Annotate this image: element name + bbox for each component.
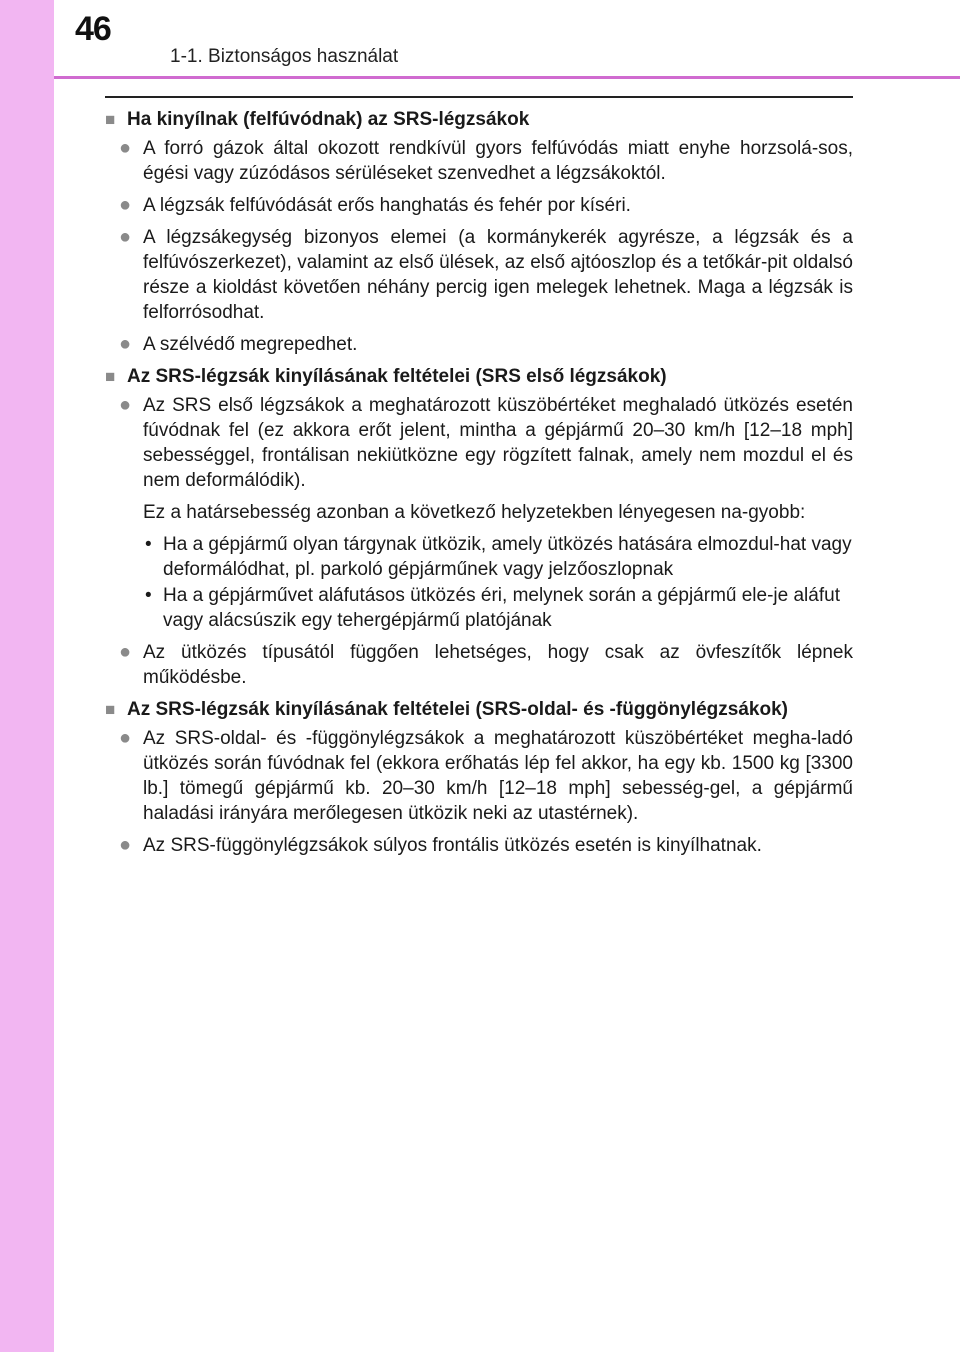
square-bullet-icon: ■ (105, 367, 116, 386)
paragraph: Ez a határsebesség azonban a következő helyzetekben lényegesen na-gyobb: (143, 502, 806, 523)
square-bullet-icon: ■ (105, 700, 116, 719)
circle-bullet-icon: ● (119, 394, 132, 416)
header-rule (54, 76, 960, 79)
list-item (105, 833, 853, 858)
page-number: 46 (75, 10, 111, 48)
section-title: 1-1. Biztonságos használat (170, 46, 399, 67)
circle-bullet-icon: ● (119, 226, 132, 248)
sub-list-item-text: Ha a gépjárművet aláfutásos ütközés éri, melynek során a gépjármű ele-je aláfut vagy alácsúszik egy tehergépjármű platójának (163, 585, 840, 631)
content-top-rule (105, 96, 853, 98)
circle-bullet-icon: ● (119, 333, 132, 355)
circle-bullet-icon: ● (119, 194, 132, 216)
heading-text: Ha kinyílnak (felfúvódnak) az SRS-légzsákok (127, 109, 530, 130)
sub-list-item (143, 532, 853, 582)
list-item-text: A légzsák felfúvódását erős hanghatás és fehér por kíséri. (143, 195, 631, 216)
list-item-text: Az SRS-függönylégzsákok súlyos frontális ütközés esetén is kinyílhatnak. (143, 835, 762, 856)
square-bullet-icon: ■ (105, 110, 116, 129)
list-item (105, 726, 853, 826)
side-color-strip (0, 0, 54, 1352)
list-item (105, 332, 853, 357)
heading-text: Az SRS-légzsák kinyílásának feltételei (SRS első légzsákok) (127, 366, 667, 387)
section-heading (105, 107, 853, 132)
circle-bullet-icon: ● (119, 834, 132, 856)
circle-bullet-icon: ● (119, 641, 132, 663)
list-item-text: Az SRS első légzsákok a meghatározott küszöbértéket meghaladó ütközés esetén fúvódnak fel (ez akkora erőt jelent, mintha a gépjármű 20–30 km/h [12–18 mph] sebességgel, frontálisan nekiütközne egy rögzített falnak, amely nem mozdul el és nem deformálódik). (143, 395, 853, 491)
circle-bullet-icon: ● (119, 727, 132, 749)
list-item-text: A szélvédő megrepedhet. (143, 334, 358, 355)
section-heading (105, 697, 853, 722)
list-item (105, 393, 853, 493)
sub-list-item-text: Ha a gépjármű olyan tárgynak ütközik, amely ütközés hatására elmozdul-hat vagy deformálódhat, pl. parkoló gépjárműnek vagy jelzőoszlopnak (163, 534, 852, 580)
list-item (105, 193, 853, 218)
list-item-text: Az ütközés típusától függően lehetséges, hogy csak az övfeszítők lépnek működésbe. (143, 642, 853, 688)
list-item-text: Az SRS-oldal- és -függönylégzsákok a meghatározott küszöbértéket megha-ladó ütközés során fúvódnak fel (ekkora erőhatás lép fel akkor, ha egy kb. 1500 kg [3300 lb.] tömegű gépjármű kb. 20–30 km/h [12–18 mph] sebesség-gel, a gépjármű haladási irányára merőlegesen ütközik neki az utastérnek). (143, 728, 853, 824)
list-item (105, 225, 853, 325)
page-content (105, 104, 853, 865)
list-item (105, 136, 853, 186)
dot-bullet-icon: • (145, 534, 152, 555)
list-item (105, 640, 853, 690)
dot-bullet-icon: • (145, 585, 152, 606)
circle-bullet-icon: ● (119, 137, 132, 159)
list-item-text: A forró gázok által okozott rendkívül gyors felfúvódás miatt enyhe horzsolá-sos, égési vagy zúzódásos sérüléseket szenvedhet a légzsákoktól. (143, 138, 853, 184)
heading-text: Az SRS-légzsák kinyílásának feltételei (SRS-oldal- és -függönylégzsákok) (127, 699, 788, 720)
section-heading (105, 364, 853, 389)
sub-list-item (143, 583, 853, 633)
list-item-text: A légzsákegység bizonyos elemei (a kormánykerék agyrésze, a légzsák és a felfúvószerkezet), valamint az első ülések, az első ajtóoszlop és a tetőkár-pit oldalsó része a kioldást követően néhány percig igen melegek lehetnek. Maga a légzsák is felforrósodhat. (143, 227, 853, 323)
